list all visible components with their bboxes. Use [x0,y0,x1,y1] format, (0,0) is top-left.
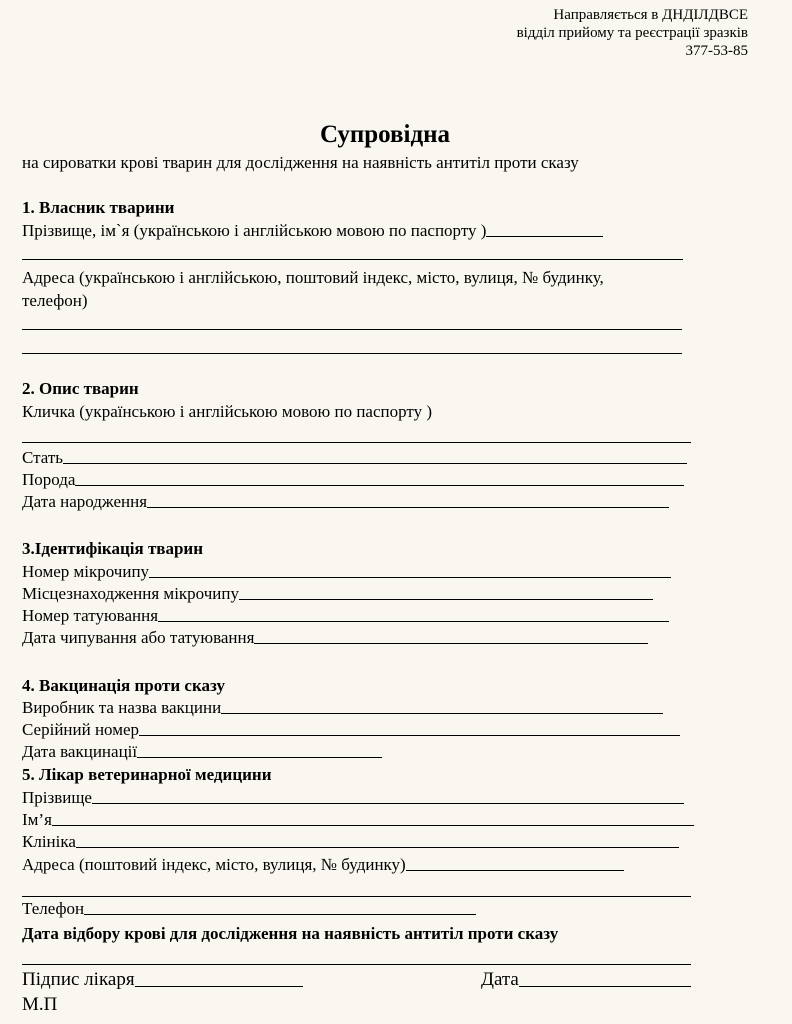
signature-line[interactable] [135,985,303,987]
vet-address-line-2[interactable] [22,896,691,897]
vaccine-maker-label: Виробник та назва вакцини [22,698,222,717]
animal-sex-line[interactable] [63,462,687,464]
vaccination-date-field[interactable] [22,742,382,762]
recipient-header [517,6,748,60]
signature-field[interactable] [22,969,303,991]
chip-date-label: Дата чипування або татуювання [22,628,255,647]
owner-address-line-2[interactable] [22,353,682,354]
vet-address-label: Адреса (поштовий індекс, місто, вулиця, № будинку) [22,855,406,874]
microchip-number-line[interactable] [149,576,671,578]
animal-breed-field[interactable] [22,470,684,490]
tattoo-number-field[interactable] [22,606,669,626]
vet-name-line[interactable] [52,824,694,826]
date-field[interactable] [481,969,691,991]
microchip-number-field[interactable] [22,562,671,582]
tattoo-number-label: Номер татуювання [22,606,159,625]
animal-birth-line[interactable] [147,506,669,508]
owner-name-label: Прізвище, ім`я (українською і англійською мовою по паспорту ) [22,221,487,240]
owner-address-label [22,266,604,312]
vet-phone-line[interactable] [84,913,476,915]
animal-breed-line[interactable] [75,484,684,486]
header-line-2: відділ прийому та реєстрації зразків [516,25,748,41]
owner-name-field[interactable] [22,221,603,241]
date-line[interactable] [519,985,691,987]
vet-surname-label: Прізвище [22,788,92,807]
stamp-label: М.П [22,994,58,1015]
document-subtitle: на сироватки крові тварин для дослідження на наявність антитіл проти сказу [22,153,579,172]
owner-address-label-line-1: Адреса (українською і англійською, поштовий індекс, місто, вулиця, № будинку, [22,268,604,287]
vet-address-line[interactable] [406,869,624,871]
chip-date-field[interactable] [22,628,648,648]
animal-sex-label: Стать [22,448,64,467]
vaccination-date-label: Дата вакцинації [22,742,138,761]
serial-number-field[interactable] [22,720,680,740]
animal-birth-field[interactable] [22,492,669,512]
animal-breed-label: Порода [22,470,76,489]
section-owner-heading: 1. Власник тварини [22,198,175,217]
vaccination-date-line[interactable] [137,756,382,758]
section-vaccination-heading: 4. Вакцинація проти сказу [22,676,225,695]
animal-nickname-label: Кличка (українською і англійською мовою по паспорту ) [22,402,433,421]
blood-sampling-date-line[interactable] [22,964,691,965]
microchip-location-label: Місцезнаходження мікрочипу [22,584,239,603]
serial-number-label: Серійний номер [22,720,140,739]
owner-address-label-line-2: телефон) [22,291,88,310]
microchip-location-line[interactable] [239,598,653,600]
vet-address-field[interactable] [22,855,624,875]
signature-label: Підпис лікаря [22,969,135,990]
animal-birth-label: Дата народження [22,492,148,511]
section-identification-heading: 3.Ідентифікація тварин [22,539,204,558]
owner-address-line-1[interactable] [22,329,682,330]
tattoo-number-line[interactable] [158,620,669,622]
document-title: Супровідна [319,121,451,148]
vaccine-maker-line[interactable] [221,712,663,714]
animal-sex-field[interactable] [22,448,687,468]
microchip-number-label: Номер мікрочипу [22,562,150,581]
vet-surname-field[interactable] [22,788,684,808]
header-phone: 377-53-85 [685,43,748,59]
header-line-1: Направляється в ДНДІЛДВСЕ [553,7,748,23]
vet-phone-label: Телефон [22,899,85,918]
vet-name-label: Ім’я [22,810,52,829]
vet-name-field[interactable] [22,810,694,830]
vaccine-maker-field[interactable] [22,698,663,718]
owner-name-line-2[interactable] [22,259,683,260]
date-label: Дата [481,969,519,990]
vet-surname-line[interactable] [92,802,684,804]
microchip-location-field[interactable] [22,584,653,604]
clinic-label: Клініка [22,832,76,851]
blood-sampling-date-heading: Дата відбору крові для дослідження на наявність антитіл проти сказу [22,924,559,943]
section-veterinarian-heading: 5. Лікар ветеринарної медицини [22,765,272,784]
serial-number-line[interactable] [139,734,680,736]
vet-phone-field[interactable] [22,899,476,919]
animal-nickname-line[interactable] [22,442,691,443]
owner-name-line[interactable] [486,235,603,237]
clinic-field[interactable] [22,832,679,852]
chip-date-line[interactable] [254,642,648,644]
section-animal-heading: 2. Опис тварин [22,379,139,398]
clinic-line[interactable] [76,846,679,848]
